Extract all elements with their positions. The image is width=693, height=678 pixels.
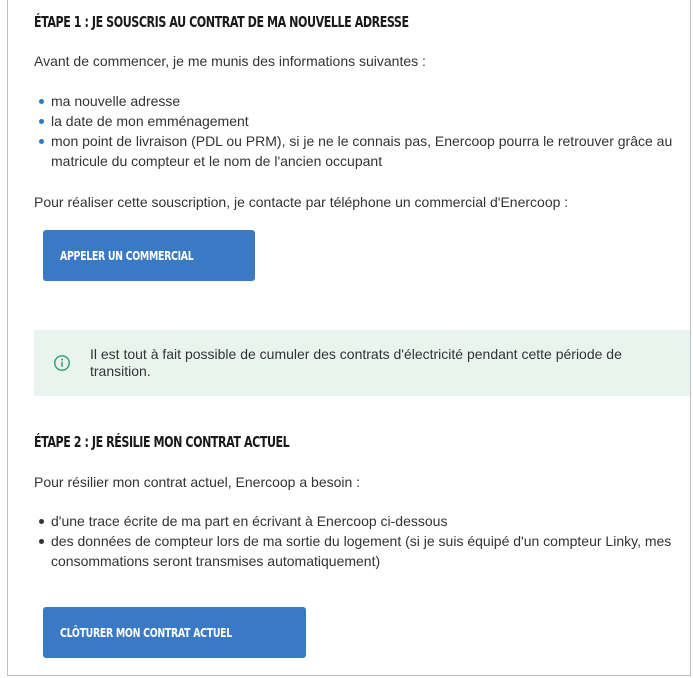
call-sales-button-label: APPELER UN COMMERCIAL	[60, 248, 194, 263]
step2-intro: Pour résilier mon contrat actuel, Enercoop a besoin :	[34, 474, 361, 490]
list-item: mon point de livraison (PDL ou PRM), si je ne le connais pas, Enercoop pourra le retrouver grâce au matricule du compteur et le nom de l'ancien occupant	[34, 131, 674, 171]
close-contract-button[interactable]	[43, 607, 306, 658]
close-contract-button-label: CLÔTURER MON CONTRAT ACTUEL	[60, 625, 232, 640]
info-icon	[53, 354, 71, 372]
bullet-icon	[39, 119, 44, 124]
call-sales-button[interactable]	[43, 230, 255, 281]
bullet-icon	[39, 539, 44, 544]
step1-title: ÉTAPE 1 : JE SOUSCRIS AU CONTRAT DE MA NOUVELLE ADRESSE	[34, 13, 409, 31]
list-item: des données de compteur lors de ma sortie du logement (si je suis équipé d'un compteur Linky, mes consommations seront transmises automatiquement)	[34, 531, 674, 571]
step1-contact-text: Pour réaliser cette souscription, je contacte par téléphone un commercial d'Enercoop :	[34, 194, 569, 210]
page-frame	[7, 0, 691, 676]
list-item: ma nouvelle adresse	[34, 91, 674, 111]
bullet-icon	[39, 99, 44, 104]
step2-title: ÉTAPE 2 : JE RÉSILIE MON CONTRAT ACTUEL	[34, 433, 290, 451]
notice-text: Il est tout à fait possible de cumuler des contrats d'électricité pendant cette période de transition.	[90, 346, 622, 379]
step1-intro: Avant de commencer, je me munis des informations suivantes :	[34, 53, 426, 69]
step2-list	[34, 511, 674, 571]
bullet-icon	[39, 139, 44, 144]
list-item: la date de mon emménagement	[34, 111, 674, 131]
info-notice	[34, 330, 691, 396]
bullet-icon	[39, 519, 44, 524]
list-item: d'une trace écrite de ma part en écrivant à Enercoop ci-dessous	[34, 511, 674, 531]
step1-list	[34, 91, 674, 171]
